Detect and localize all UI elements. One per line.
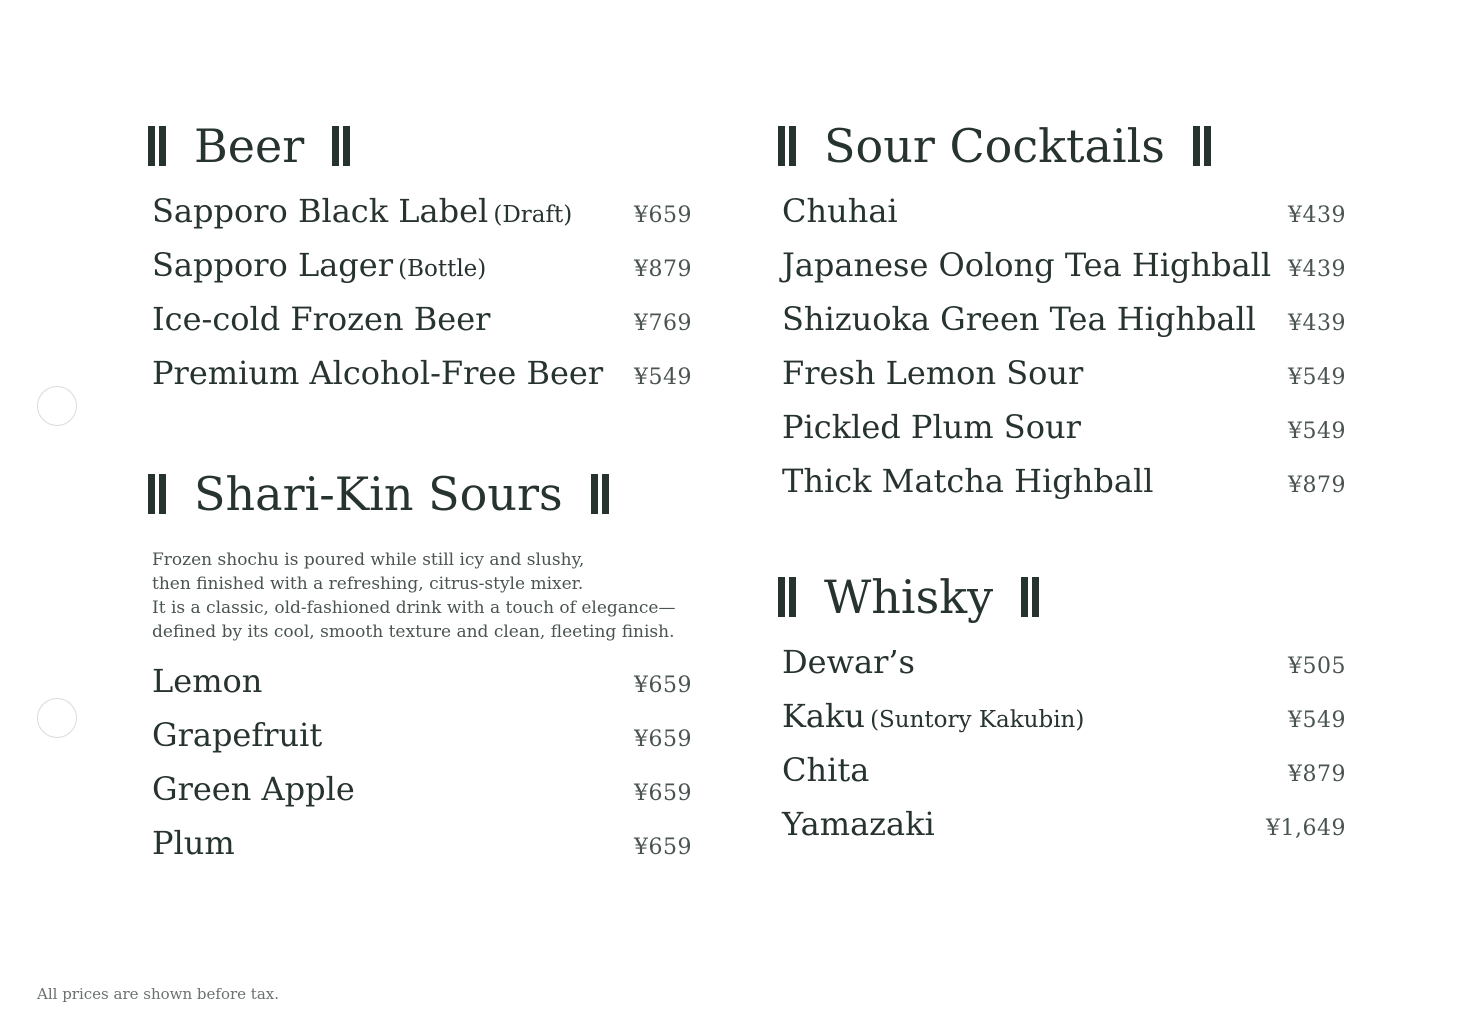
menu-item: [152, 184, 692, 238]
menu-item: [782, 184, 1346, 238]
section-title: Shari-Kin Sours: [194, 467, 563, 521]
heading-bar-icon: [778, 577, 796, 617]
menu-item: [782, 689, 1346, 743]
item-price: ¥439: [1288, 311, 1346, 336]
item-note: (Suntory Kakubin): [870, 707, 1085, 733]
heading-bar-icon: [1021, 577, 1039, 617]
menu-list: [782, 184, 1346, 508]
item-name: Shizuoka Green Tea Highball: [782, 300, 1256, 338]
menu-item: [782, 454, 1346, 508]
section-heading: [782, 569, 1346, 625]
item-name: Yamazaki: [782, 805, 935, 843]
item-name: Kaku: [782, 697, 865, 735]
item-price: ¥879: [634, 257, 692, 282]
item-name: Chuhai: [782, 192, 898, 230]
item-price: ¥769: [634, 311, 692, 336]
heading-bar-icon: [148, 474, 166, 514]
item-price: ¥549: [1288, 708, 1346, 733]
menu-list: [152, 184, 692, 400]
item-name: Grapefruit: [152, 716, 323, 754]
heading-bar-icon: [778, 126, 796, 166]
heading-bar-icon: [591, 474, 609, 514]
menu-item: [782, 346, 1346, 400]
item-price: ¥549: [1288, 419, 1346, 444]
item-price: ¥659: [634, 781, 692, 806]
menu-item: [782, 797, 1346, 851]
item-name: Chita: [782, 751, 870, 789]
section-beer: [152, 118, 692, 400]
menu-item: [152, 816, 692, 870]
item-name: Dewar’s: [782, 643, 915, 681]
heading-bar-icon: [332, 126, 350, 166]
menu-item: [782, 400, 1346, 454]
menu-item: [152, 346, 692, 400]
item-price: ¥549: [634, 365, 692, 390]
item-note: (Draft): [493, 202, 573, 228]
description-line: Frozen shochu is poured while still icy and slushy,: [152, 550, 585, 570]
item-name: Sapporo Black Label: [152, 192, 489, 230]
description-line: defined by its cool, smooth texture and clean, fleeting finish.: [152, 622, 675, 642]
menu-item: [152, 708, 692, 762]
section-title: Beer: [194, 119, 305, 173]
item-name: Premium Alcohol-Free Beer: [152, 354, 604, 392]
menu-item: [782, 292, 1346, 346]
description-line: It is a classic, old-fashioned drink with a touch of elegance—: [152, 598, 676, 618]
item-name: Plum: [152, 824, 235, 862]
tax-footnote: All prices are shown before tax.: [37, 985, 279, 1003]
section-sour-cocktails: [782, 118, 1346, 508]
menu-item: [152, 292, 692, 346]
menu-item: [152, 654, 692, 708]
binder-hole: [37, 698, 77, 738]
item-price: ¥1,649: [1266, 816, 1346, 841]
menu-item: [782, 743, 1346, 797]
menu-item: [152, 762, 692, 816]
item-price: ¥439: [1288, 203, 1346, 228]
item-name: Green Apple: [152, 770, 355, 808]
heading-bar-icon: [1193, 126, 1211, 166]
item-price: ¥549: [1288, 365, 1346, 390]
section-title: Sour Cocktails: [824, 119, 1165, 173]
item-name: Pickled Plum Sour: [782, 408, 1081, 446]
item-name: Japanese Oolong Tea Highball: [782, 246, 1272, 284]
section-heading: [152, 118, 692, 174]
item-note: (Bottle): [398, 256, 487, 282]
item-price: ¥659: [634, 203, 692, 228]
menu-list: [782, 635, 1346, 851]
item-price: ¥659: [634, 673, 692, 698]
item-name: Thick Matcha Highball: [782, 462, 1154, 500]
item-name: Fresh Lemon Sour: [782, 354, 1084, 392]
item-name: Lemon: [152, 662, 263, 700]
menu-item: [782, 238, 1346, 292]
item-price: ¥879: [1288, 762, 1346, 787]
menu-item: [152, 238, 692, 292]
description-line: then finished with a refreshing, citrus-style mixer.: [152, 574, 584, 594]
item-price: ¥879: [1288, 473, 1346, 498]
heading-bar-icon: [148, 126, 166, 166]
item-price: ¥659: [634, 835, 692, 860]
item-name: Sapporo Lager: [152, 246, 394, 284]
section-shari-kin-sours: [152, 466, 692, 870]
item-price: ¥659: [634, 727, 692, 752]
section-title: Whisky: [824, 570, 994, 624]
item-price: ¥505: [1288, 654, 1346, 679]
section-heading: [152, 466, 692, 522]
item-price: ¥439: [1288, 257, 1346, 282]
item-name: Ice-cold Frozen Beer: [152, 300, 491, 338]
menu-item: [782, 635, 1346, 689]
menu-list: [152, 654, 692, 870]
section-heading: [782, 118, 1346, 174]
binder-hole: [37, 386, 77, 426]
section-whisky: [782, 569, 1346, 851]
section-description: [152, 548, 692, 644]
